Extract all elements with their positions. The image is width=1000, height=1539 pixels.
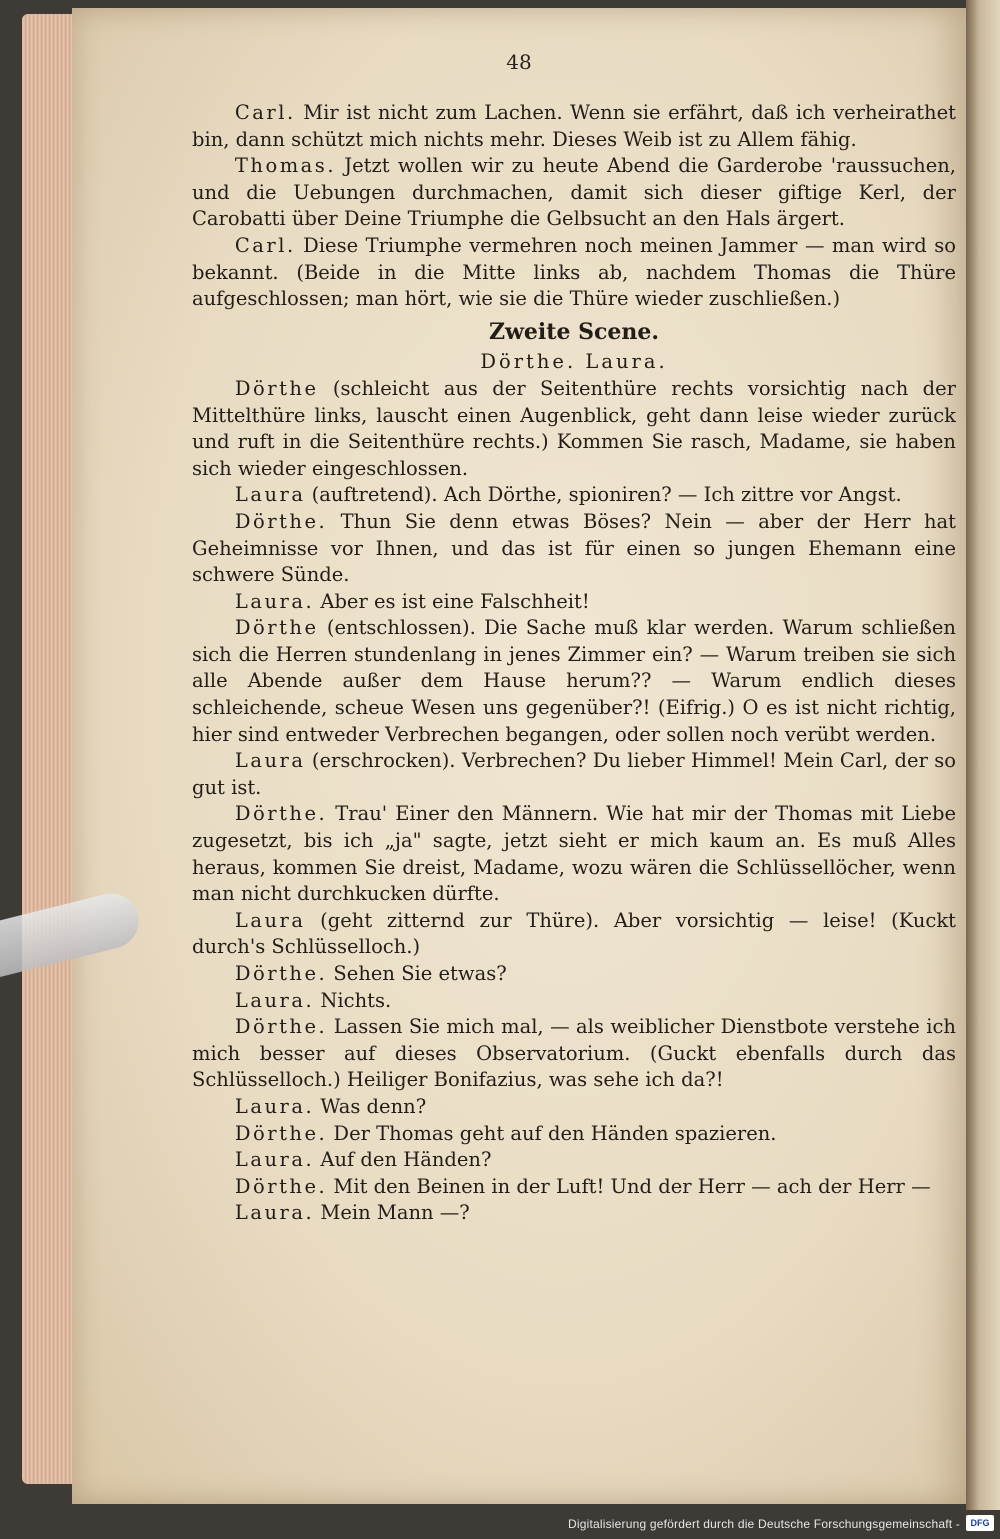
dialogue-text: Mit den Beinen in der Luft! Und der Herr — ach der Herr — bbox=[327, 1174, 931, 1198]
dialogue-text: Diese Triumphe vermehren noch meinen Jammer — man wird so bekannt. (Beide in die Mitte links ab, nachdem Thomas die Thüre aufgeschlossen; man hört, wie sie die Thüre wieder zuschließen.) bbox=[192, 233, 956, 311]
dialogue-paragraph bbox=[192, 801, 956, 907]
dialogue-text: Mein Mann —? bbox=[314, 1201, 470, 1225]
dialogue-text: (schleicht aus der Seitenthüre rechts vorsichtig nach der Mittelthüre links, lauscht einen Augenblick, geht dann leise wieder zurück und ruft in die Seitenthüre rechts.) Kommen Sie rasch, Madame, sie haben sich wieder eingeschlossen. bbox=[192, 376, 956, 480]
speaker-name: Dörthe. bbox=[234, 1174, 328, 1198]
dialogue-paragraph bbox=[192, 961, 956, 988]
speaker-name: Laura. bbox=[234, 1201, 315, 1225]
speaker-name: Dörthe bbox=[234, 376, 319, 400]
dialogue-text: Thun Sie denn etwas Böses? Nein — aber der Herr hat Geheimnisse vor Ihnen, und das ist für einen so jungen Ehemann eine schwere Sünde. bbox=[192, 509, 956, 587]
scene-characters: Dörthe. Laura. bbox=[480, 350, 668, 374]
dialogue-paragraph bbox=[192, 482, 956, 509]
dialogue-paragraph bbox=[192, 988, 956, 1015]
page-text bbox=[192, 100, 956, 1227]
speaker-name: Laura. bbox=[234, 589, 315, 613]
dialogue-text: (entschlossen). Die Sache muß klar werden. Warum schließen sich die Herren stundenlang in jenes Zimmer ein? — Warum treiben sie sich alle Abende außer dem Hause herum?? — Warum endlich dieses schleichende, scheue Wesen uns gegenüber?! (Eifrig.) O es ist nicht richtig, hier sind entweder Verbrechen begangen, oder sollen noch verübt werden. bbox=[192, 616, 956, 746]
speaker-name: Dörthe. bbox=[234, 802, 328, 826]
speaker-name: Laura. bbox=[234, 1094, 315, 1118]
dialogue-paragraph bbox=[192, 1094, 956, 1121]
dialogue-text: Sehen Sie etwas? bbox=[327, 962, 507, 985]
dialogue-paragraph bbox=[192, 1014, 956, 1094]
speaker-name: Laura bbox=[234, 483, 306, 507]
facing-page-edge bbox=[966, 0, 1000, 1510]
dialogue-text: (auftretend). Ach Dörthe, spioniren? — Ich zittre vor Angst. bbox=[305, 483, 902, 507]
dialogue-text: Trau' Einer den Männern. Wie hat mir der Thomas mit Liebe zugesetzt, bis ich „ja" sagte, jetzt sieht er mich kaum an. Es muß Alles heraus, kommen Sie dreist, Madame, wozu wären die Schlüssellöcher, wenn man nicht durchkucken dürfte. bbox=[192, 802, 956, 906]
dialogue-paragraph bbox=[192, 100, 956, 153]
speaker-name: Laura bbox=[234, 749, 306, 773]
speaker-name: Dörthe. bbox=[234, 509, 328, 533]
dialogue-paragraph bbox=[192, 1174, 956, 1201]
dialogue-text: (erschrocken). Verbrechen? Du lieber Himmel! Mein Carl, der so gut ist. bbox=[192, 749, 956, 799]
dialogue-paragraph bbox=[192, 908, 956, 961]
speaker-name: Dörthe. bbox=[234, 1015, 328, 1039]
speaker-name: Carl. bbox=[234, 233, 296, 257]
dialogue-text: Mir ist nicht zum Lachen. Wenn sie erfährt, daß ich verheirathet bin, dann schützt mich nichts mehr. Dieses Weib ist zu Allem fähig. bbox=[192, 101, 956, 151]
speaker-name: Carl. bbox=[234, 101, 296, 124]
dialogue-paragraph bbox=[192, 509, 956, 589]
dialogue-text: Was denn? bbox=[314, 1094, 427, 1118]
dialogue-paragraph bbox=[192, 153, 956, 233]
dialogue-paragraph bbox=[192, 1147, 956, 1174]
footer-credit: Digitalisierung gefördert durch die Deutsche Forschungsgemeinschaft - bbox=[568, 1517, 960, 1531]
dialogue-paragraph bbox=[192, 589, 956, 616]
dialogue-paragraph bbox=[192, 233, 956, 313]
speaker-name: Dörthe bbox=[234, 616, 319, 640]
speaker-name: Thomas. bbox=[234, 154, 337, 178]
dialogue-paragraph bbox=[192, 376, 956, 482]
dialogue-text: Auf den Händen? bbox=[314, 1148, 492, 1172]
dialogue-paragraph bbox=[192, 748, 956, 801]
dialogue-text: Nichts. bbox=[314, 988, 392, 1012]
dialogue-text: Lassen Sie mich mal, — als weiblicher Dienstbote verstehe ich mich besser auf dieses Observatorium. (Guckt ebenfalls durch das Schlüsselloch.) Heiliger Bonifazius, was sehe ich da?! bbox=[192, 1015, 956, 1092]
dialogue-text: Aber es ist eine Falschheit! bbox=[314, 589, 590, 613]
speaker-name: Laura. bbox=[234, 988, 315, 1012]
dialogue-text: Jetzt wollen wir zu heute Abend die Garderobe 'raussuchen, und die Uebungen durchmachen, damit sich dieser giftige Kerl, der Carobatti über Deine Triumphe die Gelbsucht an den Hals ärgert. bbox=[192, 154, 956, 231]
speaker-name: Dörthe. bbox=[234, 1121, 328, 1145]
book-page bbox=[72, 8, 966, 1504]
digitization-footer bbox=[0, 1510, 1000, 1539]
speaker-name: Dörthe. bbox=[234, 962, 328, 985]
dialogue-paragraph bbox=[192, 1200, 956, 1227]
dfg-logo-icon: DFG bbox=[966, 1515, 994, 1531]
dialogue-text: Der Thomas geht auf den Händen spazieren. bbox=[327, 1121, 777, 1145]
dialogue-paragraph bbox=[192, 615, 956, 748]
dialogue-text: (geht zitternd zur Thüre). Aber vorsichtig — leise! (Kuckt durch's Schlüsselloch.) bbox=[192, 908, 956, 959]
scene-heading: Zweite Scene. bbox=[488, 318, 660, 345]
page-number: 48 bbox=[506, 50, 532, 74]
dialogue-paragraph bbox=[192, 1121, 956, 1148]
speaker-name: Laura. bbox=[234, 1148, 315, 1172]
speaker-name: Laura bbox=[234, 908, 306, 932]
